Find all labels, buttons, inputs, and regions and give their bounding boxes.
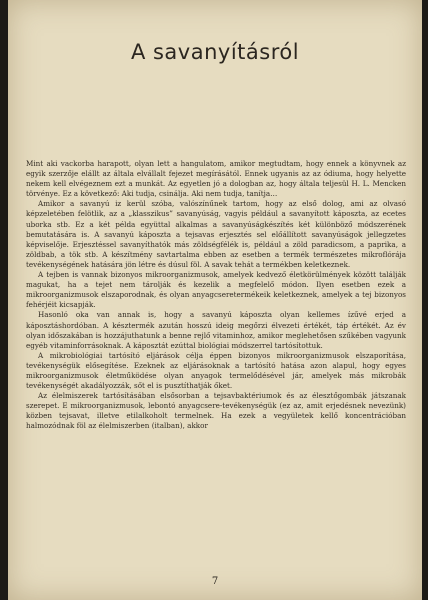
paragraph-4: Hasonló oka van annak is, hogy a savanyú káposzta olyan kellemes ízűvé erjed a káposztáshordóban. A késztermék azután hosszú ideig megőrzi élvezeti értékét, táp értékét. Az év olyan időszakában is hozzájuthatunk a benne rejlő vitaminhoz, amikor meglehetősen szűkében vagyunk egyéb vitaminforrásoknak. A káposztát ezúttal biológiai módszerrel tartósítottuk. [26,310,406,350]
book-page [8,0,422,600]
paragraph-6: Az élelmiszerek tartósításában elsősorban a tejsavbaktériumok és az élesztőgombák játszanak szerepet. E mikroorganizmusok, lebontó anyagcsere-tevékenységük (ez az, amit erjedésnek nevezünk) közben tejsavat, illetve etilalkoholt termelnek. Ha ezek a vegyületek kellő koncentrációban halmozódnak föl az élelmiszerben (italban), akkor [26,391,406,431]
paragraph-2: Amikor a savanyú iz kerül szóba, valószínűnek tartom, hogy az első dolog, ami az olvasó képzeletében felötlik, az a „klasszikus” savanyúság, vagyis például a savanyított káposzta, az ecetes uborka stb. Ez a két példa együttal alkalmas a savanyúságkészítés két különböző módszerének bemutatására is. A savanyú káposzta a tejsavas erjesztés sel előállított savanyúságok jellegzetes képviselője. Erjesztéssel savanyíthatók más zöldségfélék is, például a zöld paradicsom, a paprika, a zöldbab, a tök stb. A készítmény savtartalma ebben az esetben a termék természetes mikroflórája tevékenységének hatására jön létre és dúsul föl. A savak tehát a termékben keletkeznek. [26,199,406,269]
paragraph-1: Mint aki vackorba harapott, olyan lett a hangulatom, amikor megtudtam, hogy ennek a könyvnek az egyik szerzője elállt az általa elvállalt fejezet megírásától. Ennek ugyanis az az ódiuma, hogy helyette nekem kell elvégeznem ezt a munkát. Az egyetlen jó a dologban az, hogy általa teljesül H. L. Mencken törvénye. Ez a következő: Aki tudja, csinálja. Aki nem tudja, tanítja… [26,159,406,199]
body-text [26,159,406,432]
page-number: 7 [211,576,219,587]
paragraph-3: A tejben is vannak bizonyos mikroorganizmusok, amelyek kedvező életkörülmények között találják magukat, ha a tejet nem tárolják és kezelik a megfelelő módon. Ilyen esetben ezek a mikroorganizmusok elszaporodnak, és olyan anyagcseretermékeik keletkeznek, amelyek a tej bizonyos fehérjéit kicsapják. [26,270,406,310]
paragraph-5: A mikrobiológiai tartósító eljárások célja éppen bizonyos mikroorganizmusok elszaporítása, tevékenységük elősegítése. Ezeknek az eljárásoknak a tartósító hatása azon alapul, hogy egyes mikroorganizmusok életműködése olyan anyagok termelődésével jár, amelyek más mikrobák tevékenységét akadályozzák, sőt el is pusztíthatják őket. [26,350,406,391]
chapter-title: A savanyításról [130,40,300,64]
